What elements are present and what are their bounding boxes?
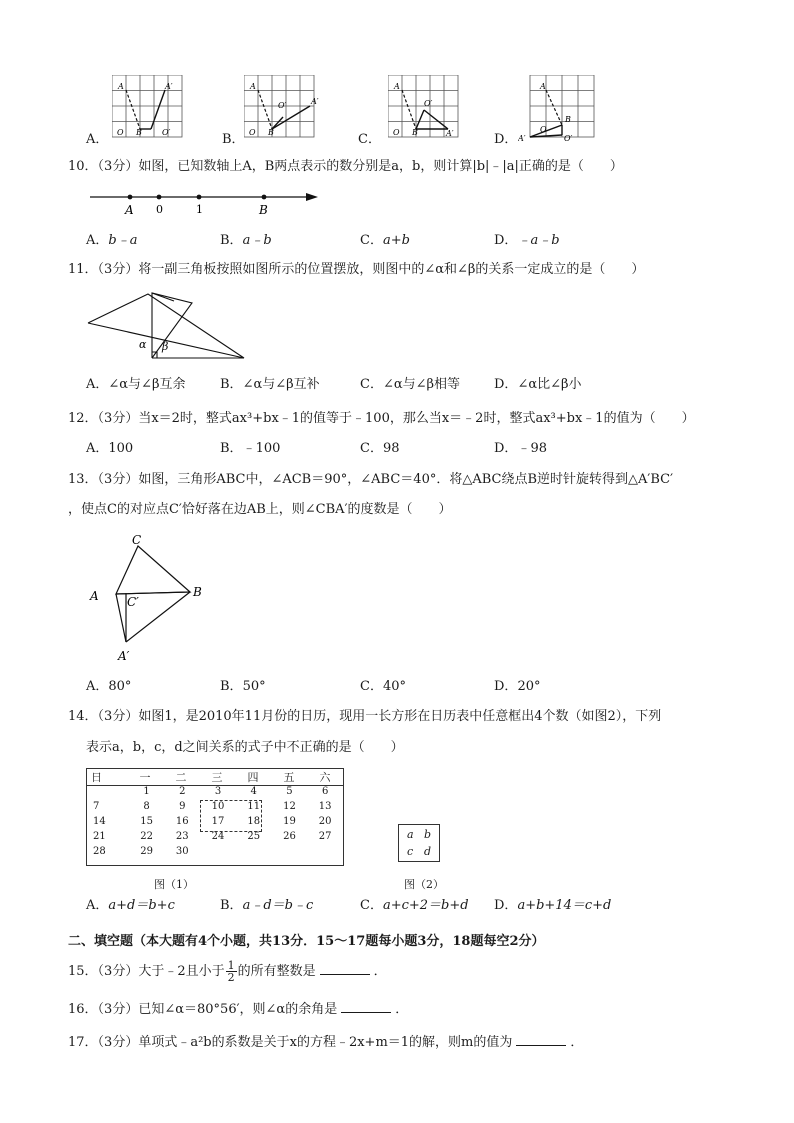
calendar-header-cell: 日 [91,771,102,784]
calendar-cell [87,786,129,801]
q14-stem-line2 [86,739,404,757]
q10-option-c: C．a+b [360,233,410,248]
calendar-row [87,846,343,861]
q9-option-b-letter: B． [222,132,245,147]
calendar-cell: 9 [179,801,186,812]
q15-stem [68,960,387,983]
calendar-cell: 22 [140,831,153,842]
calendar-cell: 10 [211,801,225,812]
calendar-header-cell: 三 [211,771,223,784]
calendar-cell: 28 [93,846,106,857]
q16-text: 已知∠α＝80°56′，则∠α的余角是 [138,1002,338,1017]
q14-score: （3分） [97,709,139,724]
q12-number: 12． [68,411,98,426]
calendar-cell: 19 [283,816,296,827]
cell-c: c [407,845,414,858]
calendar-cell [272,846,308,861]
q11-stem [68,261,644,279]
label-b: B [136,128,142,137]
q11-text: 将一副三角板按照如图所示的位置摆放，则图中的∠α和∠β的关系一定成立的是（ ） [138,262,645,277]
q16-number: 16． [68,1002,98,1017]
calendar-cell: 2 [179,786,186,797]
calendar-cell: 12 [283,801,296,812]
calendar-cell: 30 [175,846,189,857]
label-o: O [540,125,547,134]
q9-option-d-letter: D． [494,132,518,147]
q14-text-2: 表示a，b，c，d之间关系的式子中不正确的是（ ） [86,740,404,755]
label-o-prime: O′ [162,128,171,137]
label-o: O [117,128,124,137]
label-a: A [90,589,99,603]
calendar-dashed-box [200,800,262,832]
label-b: B [268,128,274,137]
q15-number: 15． [68,964,98,979]
label-a-prime: A′ [446,129,454,138]
calendar-cell: 26 [283,831,296,842]
q10-score: （3分） [97,159,139,174]
calendar-cell: 23 [175,831,189,842]
label-o-prime: O′ [424,99,433,108]
axis-label-b: B [259,203,268,217]
calendar-header-row [87,769,343,786]
q12-option-a: A．100 [86,441,134,456]
q17-answer-blank[interactable] [516,1033,566,1046]
label-a: A [250,82,256,91]
q15-score: （3分） [97,964,139,979]
label-o-prime: O′ [564,134,573,143]
label-o: O [249,128,256,137]
axis-label-zero: 0 [156,203,163,216]
q13-option-a: A．80° [86,679,132,694]
label-b: B [565,115,571,124]
q12-option-d: D．﹣98 [494,441,547,456]
q15-text-before: 大于﹣2且小于 [138,964,225,979]
q10-number-line [86,188,322,222]
q11-set-squares-figure [84,292,256,360]
q13-option-b: B．50° [220,679,266,694]
q9-option-a-letter: A． [86,132,109,147]
q16-score: （3分） [97,1002,139,1017]
q14-option-b: B．a﹣d＝b﹣c [220,898,314,913]
calendar-cell: 14 [93,816,106,827]
q17-score: （3分） [97,1035,139,1050]
q9-option-c-figure [388,75,460,139]
q11-option-d: D．∠α比∠β小 [494,377,582,392]
axis-label-one: 1 [196,203,203,216]
q9-option-c-letter: C． [358,132,381,147]
calendar-header-cell: 二 [175,771,187,784]
calendar-cell: 5 [286,786,293,797]
q13-option-c: C．40° [360,679,406,694]
calendar-header-cell: 一 [139,771,151,784]
q12-option-c: C．98 [360,441,400,456]
q12-option-b: B．﹣100 [220,441,281,456]
q10-stem [68,158,623,176]
calendar-cell: 20 [318,816,332,827]
calendar-cell: 3 [214,786,222,797]
q11-option-a: A．∠α与∠β互余 [86,377,186,392]
cell-a: a [407,828,414,841]
q13-score: （3分） [97,472,139,487]
q14-option-a: A．a+d＝b+c [86,898,175,913]
cell-d: d [424,845,432,858]
q14-option-c: C．a+c+2＝b+d [360,898,469,913]
calendar-row [87,786,343,801]
q15-answer-blank[interactable] [320,962,370,975]
q15-text-after: 的所有整数是 [237,964,316,979]
label-o: O [393,128,400,137]
q16-answer-blank[interactable] [341,1000,391,1013]
calendar-cell: 16 [175,816,189,827]
q11-option-c: C．∠α与∠β相等 [360,377,461,392]
figure-2-box [398,824,440,862]
calendar-cell: 4 [250,786,257,797]
label-b: B [193,585,202,599]
q14-number: 14． [68,709,98,724]
label-c: C [132,533,142,547]
q9-option-a-figure [112,75,184,139]
calendar-cell [200,846,236,861]
q14-stem-line1 [68,708,661,726]
fraction-denominator: 2 [227,971,235,984]
label-a-prime: A′ [518,134,526,143]
fraction-numerator: 1 [227,959,235,972]
calendar-cell: 1 [143,786,150,797]
q10-option-a: A．b﹣a [86,233,138,248]
calendar-cell: 8 [143,801,150,812]
angle-alpha-label: α [139,338,147,351]
q14-text-1: 如图1，是2010年11月份的日历，现用一长方形在日历表中任意框出4个数（如图2），下列 [138,709,662,724]
one-half-fraction [226,960,237,983]
calendar-cell: 27 [318,831,332,842]
axis-label-a: A [125,203,134,217]
calendar-cell: 24 [211,831,225,842]
figure-1-caption: 图（1） [154,878,194,891]
q13-option-d: D．20° [494,679,541,694]
q17-text: 单项式﹣a²b的系数是关于x的方程﹣2x+m＝1的解，则m的值为 [138,1035,513,1050]
q10-text: 如图，已知数轴上A，B两点表示的数分别是a，b，则计算|b|﹣|a|正确的是（ ） [138,159,623,174]
calendar-cell [236,846,272,861]
q11-number: 11． [68,262,98,277]
q17-end: ． [570,1035,584,1050]
q12-stem [68,410,695,428]
label-a: A [118,82,124,91]
q16-end: ． [395,1002,409,1017]
angle-beta-label: β [162,340,169,353]
q12-text: 当x＝2时，整式ax³+bx﹣1的值等于﹣100，那么当x＝﹣2时，整式ax³+bx﹣1的值为（ ） [138,411,695,426]
calendar-cell: 21 [93,831,106,842]
calendar-cell [307,846,343,861]
label-a: A [394,82,400,91]
q11-option-b: B．∠α与∠β互补 [220,377,320,392]
calendar-cell: 6 [321,786,329,797]
q10-number: 10． [68,159,98,174]
q13-text-2: ，使点C的对应点C′恰好落在边AB上，则∠CBA′的度数是（ ） [68,502,452,517]
q13-stem-line2 [68,501,452,519]
calendar-cell: 25 [247,831,261,842]
q16-stem [68,1000,408,1019]
q9-option-d-figure [518,75,598,143]
q17-stem [68,1033,583,1052]
calendar-cell: 29 [140,846,153,857]
q14-option-d: D．a+b+14＝c+d [494,898,612,913]
q9-option-b-figure [244,75,322,139]
q11-score: （3分） [97,262,139,277]
calendar-header-cell: 五 [283,771,295,784]
label-a-prime: A′ [311,97,319,106]
calendar-cell: 17 [211,816,225,827]
calendar-cell: 7 [93,801,100,812]
q10-option-d: D．﹣a﹣b [494,233,560,248]
calendar-cell: 11 [247,801,261,812]
calendar-header-cell: 四 [247,771,259,784]
label-a: A [540,82,546,91]
calendar-header-cell: 六 [319,771,331,784]
calendar-row [87,831,343,846]
label-o-prime: O′ [278,101,287,110]
q10-option-b: B．a﹣b [220,233,272,248]
q13-rotation-figure [86,532,212,668]
label-a-prime: A′ [118,649,130,663]
label-a-prime: A′ [165,82,173,91]
label-b: B [412,128,418,137]
q13-text-1: 如图，三角形ABC中，∠ACB＝90°，∠ABC＝40°．将△ABC绕点B逆时针旋转得到△A′BC′ [138,472,674,487]
label-c-prime: C′ [127,595,139,609]
q13-stem-line1 [68,471,673,489]
section-2-heading: 二、填空题（本大题有4个小题，共13分．15～17题每小题3分，18题每空2分） [68,934,545,949]
q15-end: ． [373,964,387,979]
q17-number: 17． [68,1035,98,1050]
calendar-cell: 18 [247,816,261,827]
calendar-figure-1 [86,768,344,866]
q12-score: （3分） [97,411,139,426]
cell-b: b [424,828,432,841]
calendar-cell: 13 [318,801,332,812]
calendar-cell: 15 [140,816,153,827]
q13-number: 13． [68,472,98,487]
figure-2-caption: 图（2） [404,878,444,891]
